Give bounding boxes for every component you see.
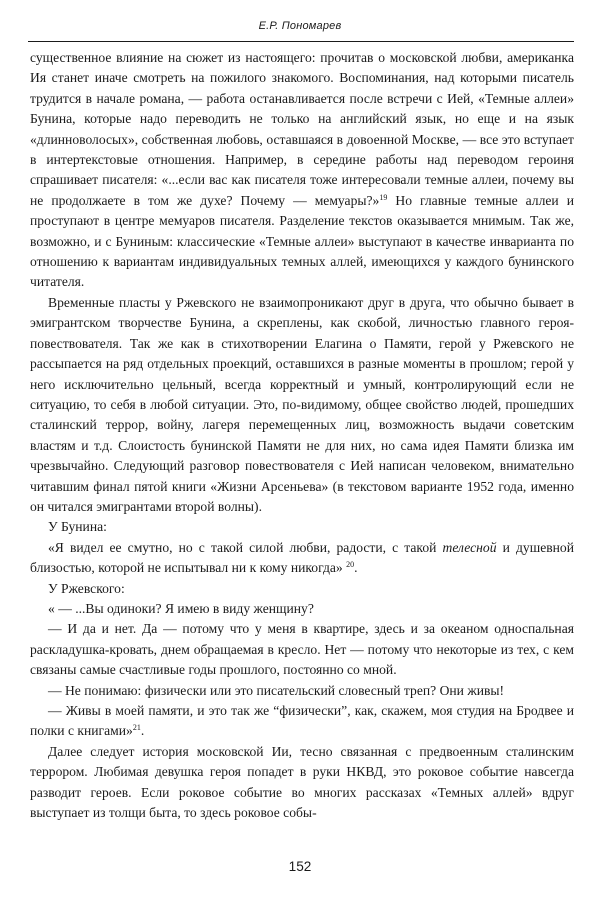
paragraph-text: существенное влияние на сюжет из настоящего: прочитав о московской любви, американка Ия станет иначе смотреть на пожилого знакомого. Воспоминания, над которыми писатель трудится в начале романа, — работа останавливается после встречи с Ией, «Темные аллеи» Бунина, которые надо переводить не только на английский язык, но еще и на язык «длинноволосых», собственная любовь, оставшаяся в довоенной Москве, — все это вступает в интертекстовые отношения. Например, в середине работы над переводом героиня спрашивает писателя: «...если вас как писателя тоже интересовали темные аллеи, почему вы не продолжаете в том же духе? Почему — мемуары?» — [30, 50, 574, 208]
paragraph-text: Временные пласты у Ржевского не взаимопроникают друг в друга, что обычно бывает в эмигрантском творчестве Бунина, а скреплены, как скобой, личностью главного героя-повествователя. Так же как в стихотворении Елагина о Памяти, герой у Ржевского не рассыпается на ряд отдельных проекций, оставшихся в разные моменты в прошлом; герой у него исключительно цельный, всегда корректный и умный, контролирующий если не ситуацию, то себя в любой ситуации. Это, по-видимому, общее свойство людей, прошедших сталинский террор, войну, лагеря перемещенных лиц, возможность выдачи советским властям и т.д. Слоистость бунинской Памяти не для них, но сама идея Памяти близка им чрезвычайно. Следующий разговор повествователя с Ией написан человеком, внимательно читавшим финал пятой книги «Жизни Арсеньева» (в текстовом варианте 1952 года, именно он читался эмигрантами второй волны). — [30, 294, 574, 514]
paragraph-text: . — [140, 723, 145, 739]
paragraph-text: «Я видел ее смутно, но с такой силой любви, радости, с такой — [48, 539, 443, 555]
paragraph — [30, 517, 574, 537]
paragraph-text: У Бунина: — [48, 519, 107, 535]
paragraph-text: . — [354, 560, 358, 576]
footnote-ref: 19 — [379, 192, 388, 202]
paragraph-text: У Ржевского: — [48, 580, 125, 596]
paragraph-text: « — ...Вы одиноки? Я имею в виду женщину? — [48, 600, 314, 616]
paragraph — [30, 538, 574, 579]
paragraph — [30, 681, 574, 701]
paragraph — [30, 48, 574, 293]
running-head: Е.Р. Пономарев — [258, 20, 342, 32]
header-rule — [28, 41, 574, 42]
paragraph-text: — Живы в моей памяти, и это так же “физически”, как, скажем, моя студия на Бродвее и полки с книгами» — [30, 703, 574, 739]
page-number: 152 — [288, 859, 312, 874]
footnote-ref: 20 — [346, 560, 355, 570]
paragraph-text: и душевной близостью, которой не испытывал ни к кому никогда» — [30, 539, 574, 576]
body-text — [30, 48, 574, 823]
paragraph-text: Далее следует история московской Ии, тесно связанная с предвоенным сталинским террором. Любимая девушка героя попадет в руки НКВД, это роковое событие навсегда разводит героев. Если роковое событие во многих рассказах «Темных аллей» вдруг выступает из толщи быта, то здесь роковое собы- — [30, 743, 574, 821]
paragraph — [30, 293, 574, 517]
paragraph-text: — И да и нет. Да — потому что у меня в квартире, здесь и за океаном односпальная раскладушка-кровать, днем обращаемая в кресло. Нет — потому что некоторые из тех, с кем связаны самые счастливые годы прошлого, постоянно со мной. — [30, 621, 574, 678]
paragraph-text: — Не понимаю: физически или это писательский словесный треп? Они живы! — [48, 682, 505, 698]
paragraph — [30, 599, 574, 619]
paragraph — [30, 742, 574, 824]
footnote-ref: 21 — [132, 723, 141, 733]
paragraph-text: Но главные темные аллеи и проступают в центре мемуаров писателя. Разделение текстов оказывается мнимым. Так же, возможно, и с Буниным: классические «Темные аллеи» выступают в качестве инварианта по отношению к вариантам индивидуальных темных аллей, имеющихся у каждого бунинского читателя. — [30, 192, 574, 290]
emphasis-text: телесной — [442, 539, 497, 555]
paragraph — [30, 619, 574, 680]
paragraph — [30, 579, 574, 599]
paragraph — [30, 701, 574, 742]
